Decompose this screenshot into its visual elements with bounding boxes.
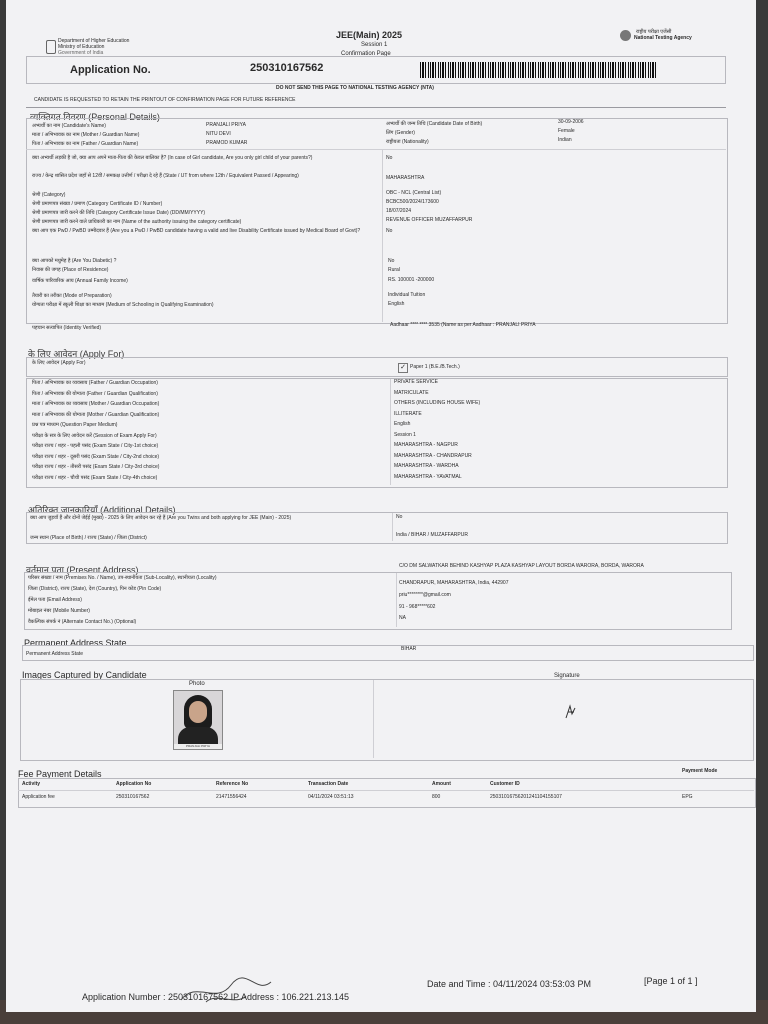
dept-line-2: Ministry of Education <box>58 44 105 50</box>
category-label: श्रेणी (Category) <box>32 192 66 198</box>
district-value: CHANDRAPUR, MAHARASHTRA, India, 442907 <box>399 580 509 586</box>
fee-header-amount: Amount <box>432 781 451 787</box>
nta-logo-icon <box>620 30 631 41</box>
column-divider <box>382 150 383 322</box>
column-divider <box>392 513 393 541</box>
father-qualification-label: पिता / अभिभावक की योग्यता (Father / Guardian Qualification) <box>32 390 158 397</box>
emblem-icon <box>46 40 56 54</box>
gender-value: Female <box>558 128 575 134</box>
apply-for-title: के लिए आवेदन (Apply For) <box>28 349 125 359</box>
exam-session-value: Session 1 <box>394 431 416 438</box>
barcode-icon <box>420 62 656 78</box>
do-not-send-note: DO NOT SEND THIS PAGE TO NATIONAL TESTING AGENCY (NTA) <box>276 85 434 91</box>
schooling-medium-value: English <box>388 301 405 307</box>
present-address-title: वर्तमान पता (Present Address) <box>26 565 139 575</box>
mobile-value: 91 - 968*****602 <box>399 604 436 610</box>
schooling-medium-label: योग्यता परीक्षा में स्कूली शिक्षा का माध्यम (Medium of Schooling in Qualifying Examination) <box>32 302 214 308</box>
premises-label: परिसर संख्या / नाम (Premises No. / Name), उप-स्थानीयता (Sub-Locality), स्थानीयता (Locality) <box>28 575 217 581</box>
email-value: priu********@gmail.com <box>399 592 451 598</box>
father-occupation-label: पिता / अभिभावक का व्यवसाय (Father / Guardian Occupation) <box>32 380 158 386</box>
father-qualification-value: MATRICULATE <box>394 389 429 396</box>
column-divider <box>396 573 397 627</box>
session-label: Session 1 <box>361 42 388 48</box>
girl-child-label: क्या अभ्यर्थी लड़की है जो, क्या आप अपने माता-पिता की केवल बालिका है? (In case of Girl candidate, Are you only girl child of your parents?) <box>32 155 313 161</box>
handwriting-scribble <box>176 970 276 1010</box>
exam-city-4th-value: MAHARASHTRA - YAVATMAL <box>394 473 462 480</box>
nationality-label: राष्ट्रीयता (Nationality) <box>386 139 429 145</box>
permanent-state-value: BIHAR <box>401 646 417 652</box>
category-cert-id-value: BCBC500/2024/173600 <box>386 199 439 205</box>
row-divider <box>26 149 726 150</box>
apply-for-box <box>26 357 728 377</box>
category-authority-value: REVENUE OFFICER MUZAFFARPUR <box>386 217 473 223</box>
residence-label: निवास की जगह (Place of Residence) <box>32 267 109 273</box>
preparation-value: Individual Tuition <box>388 292 426 298</box>
mother-qualification-label: माता / अभिभावक की योग्यता (Mother / Guardian Qualification) <box>32 411 160 418</box>
residence-value: Rural <box>388 267 400 273</box>
fee-cell-transaction-date: 04/11/2024 03:51:13 <box>308 794 354 800</box>
father-name-value: PRAMOD KUMAR <box>206 140 248 146</box>
preparation-label: तैयारी का तरीका (Mode of Preparation) <box>32 293 112 299</box>
nta-hindi: राष्ट्रीय परीक्षा एजेंसी <box>636 29 672 35</box>
alt-contact-value: NA <box>399 615 406 621</box>
father-name-label: पिता / अभिभावक का नाम (Father / Guardian Name) <box>32 141 139 147</box>
mother-qualification-value: ILLITERATE <box>394 410 422 417</box>
application-no-label: Application No. <box>70 64 151 76</box>
fee-header-payment-mode: Payment Mode <box>682 768 718 774</box>
signature-image <box>562 702 578 722</box>
girl-child-value: No <box>386 155 393 161</box>
fee-header-customer-id: Customer ID <box>490 781 520 787</box>
diabetic-value: No <box>388 258 395 264</box>
diabetic-label: क्या आपको मधुमेह है (Are You Diabetic) ? <box>32 258 117 264</box>
permanent-address-title: Permanent Address State <box>24 638 127 648</box>
retain-note: CANDIDATE IS REQUESTED TO RETAIN THE PRINTOUT OF CONFIRMATION PAGE FOR FUTURE REFERENCE <box>34 97 296 103</box>
exam-city-2nd-label: परीक्षा राज्य / शहर - दूसरी पसंद (Exam State / City-2nd choice) <box>32 453 160 460</box>
footer-page-number: [Page 1 of 1 ] <box>644 976 698 986</box>
additional-details-title: अतिरिक्त जानकारियाँ (Additional Details) <box>28 505 176 515</box>
candidate-photo <box>173 690 223 750</box>
dob-label: अभ्यर्थी की जन्म तिथि (Candidate Date of Birth) <box>386 121 483 127</box>
application-no-value: 250310167562 <box>250 62 324 74</box>
fee-header-application-no: Application No <box>116 781 152 787</box>
row-divider <box>18 790 754 791</box>
exam-session-label: परीक्षा के सत्र के लिए आवेदन करें (Session of Exam Apply For) <box>32 432 157 439</box>
category-value: OBC - NCL (Central List) <box>386 190 442 196</box>
fee-cell-application-no: 250310167562 <box>116 794 150 800</box>
dob-value: 30-09-2006 <box>558 119 584 125</box>
images-box <box>20 679 754 761</box>
fee-title: Fee Payment Details <box>18 769 102 779</box>
state-12th-label: राज्य / केन्द्र शासित प्रदेश जहाँ से 12वीं / समकक्ष उत्तीर्ण / परीक्षा दे रहे हैं (State / UT from where 12th / Equivalent Passed / Appearing) <box>32 173 299 179</box>
permanent-state-label: Permanent Address State <box>26 651 83 657</box>
identity-label: पहचान सत्यापित (Identity Verified) <box>32 325 102 331</box>
images-title: Images Captured by Candidate <box>22 670 147 680</box>
apply-for-label: के लिए आवेदन (Apply For) <box>32 360 86 366</box>
gender-label: लिंग (Gender) <box>386 130 415 136</box>
income-label: वार्षिक पारिवारिक आय (Annual Family Income) <box>32 278 128 284</box>
father-occupation-value: PRIVATE SERVICE <box>394 379 438 385</box>
apply-for-value: Paper 1 (B.E./B.Tech.) <box>410 364 460 370</box>
pwd-value: No <box>386 228 393 234</box>
paper1-checkbox[interactable]: ✓ <box>398 363 408 373</box>
state-12th-value: MAHARASHTRA <box>386 175 425 181</box>
income-value: RS. 100001 -200000 <box>388 277 435 283</box>
candidate-name-label: अभ्यर्थी का नाम (Candidate's Name) <box>32 123 106 129</box>
exam-city-4th-label: परीक्षा राज्य / शहर - चौथी पसंद (Exam State / City-4th choice) <box>32 474 158 481</box>
fee-header-reference-no: Reference No <box>216 781 249 787</box>
footer-datetime: Date and Time : 04/11/2024 03:53:03 PM <box>427 979 591 989</box>
photo-label: Photo <box>189 681 205 687</box>
birth-place-value: India / BIHAR / MUZAFFARPUR <box>396 532 468 538</box>
fee-cell-payment-mode: EPG <box>682 794 693 800</box>
nationality-value: Indian <box>558 137 572 143</box>
signature-label: Signature <box>554 673 580 679</box>
fee-header-activity: Activity <box>22 781 41 787</box>
mobile-label: मोबाइल नंबर (Mobile Number) <box>28 608 90 614</box>
twins-value: No <box>396 514 403 520</box>
district-label: जिला (District), राज्य (State), देश (Country), पिन कोड (Pin Code) <box>28 586 162 592</box>
fee-header-transaction-date: Transaction Date <box>308 781 349 787</box>
twins-label: क्या आप जुड़वाँ हैं और दोनों जेईई (मुख्य) - 2025 के लिए आवेदन कर रहे हैं (Are you Twins and both applying for JEE (Main) - 2025) <box>30 515 292 521</box>
exam-title: JEE(Main) 2025 <box>336 30 403 40</box>
exam-city-3rd-label: परीक्षा राज्य / शहर - तीसरी पसंद (Exam State / City-3rd choice) <box>32 464 160 470</box>
candidate-name-value: PRANJALI PRIYA <box>206 122 246 128</box>
premises-value: C/O DM SALWATKAR BEHIND KASHYAP PLAZA KASHYAP LAYOUT BORDA WARORA, BORDA, WARORA <box>399 563 644 569</box>
exam-city-2nd-value: MAHARASHTRA - CHANDRAPUR <box>394 452 472 459</box>
personal-details-title: व्यक्तिगत विवरण (Personal Details) <box>30 112 160 122</box>
confirmation-page <box>6 0 756 1012</box>
permanent-address-box <box>22 645 754 661</box>
category-authority-label: श्रेणी प्रमाणपत्र जारी करने वाले प्राधिकारी का नाम (Name of the authority issuing the category certificate) <box>32 219 242 225</box>
mother-occupation-value: OTHERS (INCLUDING HOUSE WIFE) <box>394 400 481 406</box>
page-type: Confirmation Page <box>341 51 391 57</box>
category-cert-id-label: श्रेणी प्रमाणपत्र संख्या / प्रमाण (Category Certificate ID / Number) <box>32 201 163 207</box>
fee-cell-reference-no: 21471556424 <box>216 794 247 800</box>
mother-name-value: NITU DEVI <box>206 131 231 137</box>
question-paper-medium-label: प्रश्न पत्र माध्यम (Question Paper Medium) <box>32 422 118 428</box>
exam-city-3rd-value: MAHARASHTRA - WARDHA <box>394 463 459 469</box>
identity-value: Aadhaar **** **** 3535 (Name as per Aadhaar : PRANJALI PRIYA <box>390 322 536 328</box>
category-cert-date-value: 18/07/2024 <box>386 208 412 214</box>
exam-city-1st-value: MAHARASHTRA - NAGPUR <box>394 442 458 448</box>
exam-city-1st-label: परीक्षा राज्य / शहर - पहली पसंद (Exam State / City-1st choice) <box>32 443 159 449</box>
dept-line-3: Government of India <box>58 50 104 56</box>
pwd-label: क्या आप एक PwD / PwBD उम्मीदवार हैं (Are you a PwD / PwBD candidate having a valid and live Disability Certificate issued by Medical Board of Govt)? <box>32 228 361 234</box>
fee-cell-activity: Application fee <box>22 794 55 800</box>
fee-cell-customer-id: 250310167562012411041551​07 <box>490 794 562 800</box>
mother-name-label: माता / अभिभावक का नाम (Mother / Guardian Name) <box>32 132 140 138</box>
photo-caption: PRANJALI PRIYA <box>174 744 222 749</box>
question-paper-medium-value: English <box>394 421 411 427</box>
email-label: ईमेल पता (Email Address) <box>28 597 82 603</box>
alt-contact-label: वैकल्पिक संपर्क नं (Alternate Contact No.) (Optional) <box>28 619 137 625</box>
category-cert-date-label: श्रेणी प्रमाणपत्र जारी करने की तिथि (Category Certificate Issue Date) (DD/MM/YYYY) <box>32 210 206 216</box>
column-divider <box>390 379 391 485</box>
dept-line-1: Department of Higher Education <box>58 38 130 44</box>
divider <box>26 107 726 108</box>
column-divider <box>373 680 374 758</box>
footer-application-number: Application Number : 250310167562 IP Address : 106.221.213.145 <box>82 992 350 1002</box>
mother-occupation-label: माता / अभिभावक का व्यवसाय (Mother / Guardian Occupation) <box>32 401 160 407</box>
birth-place-label: जन्म स्थान (Place of Birth) / राज्य (State) / जिला (District) <box>30 535 147 541</box>
nta-english: National Testing Agency <box>634 35 692 41</box>
fee-cell-amount: 800 <box>432 794 441 800</box>
